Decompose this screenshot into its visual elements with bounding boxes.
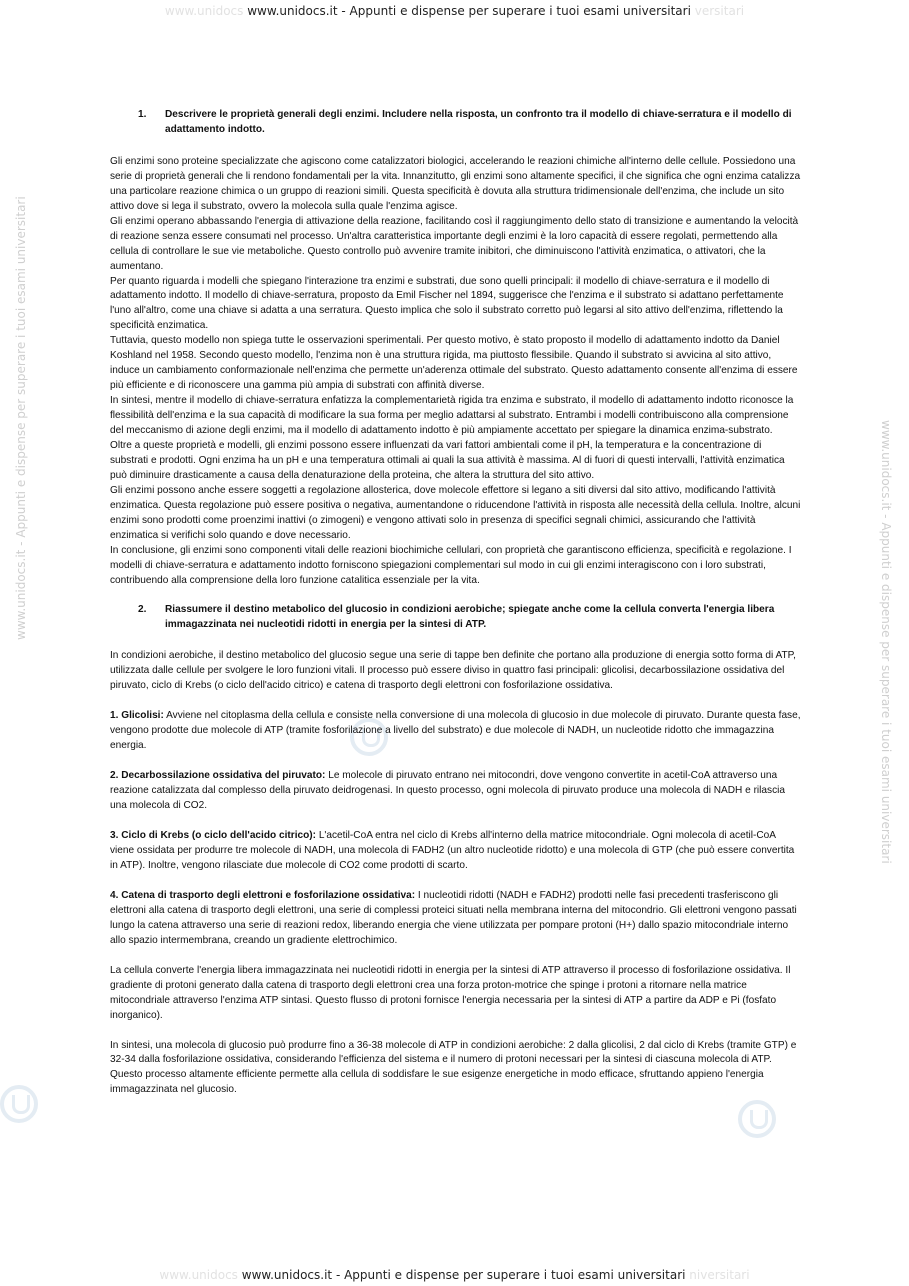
question-1 [110,108,802,138]
question-text: Riassumere il destino metabolico del glucosio in condizioni aerobiche; spiegate anche come la cellula converta l'energia libera immagazzinata nei nucleotidi ridotti in energia per la sintesi di ATP. [165,603,775,630]
section-text: Avviene nel citoplasma della cellula e consiste nella conversione di una molecola di glucosio in due molecole di piruvato. Durante questa fase, vengono prodotte due molecole di ATP (tramite fosforilazione a livello del substrato) e due molecole di NADH, un nucleotide ridotto che immagazzina energia. [110,710,801,752]
answer-paragraph: In sintesi, una molecola di glucosio può produrre fino a 36-38 molecole di ATP in condizioni aerobiche: 2 dalla glicolisi, 2 dal ciclo di Krebs (tramite GTP) e 32-34 dalla fosforilazione ossidativa, considerando l'efficienza del sistema e il numero di protoni necessari per la sintesi di ciascuna molecola di ATP. Questo processo altamente efficiente permette alla cellula di soddisfare le sue esigenze energetiche in modo efficace, sfruttando appieno l'energia immagazzinata nel glucosio. [110,1039,797,1096]
section-title: 4. Catena di trasporto degli elettroni e fosforilazione ossidativa: [110,889,416,901]
section-decarbossilazione [110,769,802,814]
answer-paragraph: La cellula converte l'energia libera immagazzinata nei nucleotidi ridotti in energia per la sintesi di ATP attraverso il processo di fosforilazione ossidativa. Il gradiente di protoni generato dalla catena di trasporto degli elettroni crea una forza proton-motrice che spinge i protoni a ritornare nella matrice mitocondriale attraverso l'enzima ATP sintasi. Questo flusso di protoni fornisce l'energia necessaria per la sintesi di ATP a partire da ADP e Pi (fosfato inorganico). [110,964,791,1021]
header-ghost-left: www.unidocs [164,4,244,18]
right-side-watermark: www.unidocs.it - Appunti e dispense per superare i tuoi esami universitari [879,420,893,864]
answer-paragraph: Oltre a queste proprietà e modelli, gli enzimi possono essere influenzati da vari fattori ambientali come il pH, la temperatura e la concentrazione di substrati e prodotti. Ogni enzima ha un pH e una temperatura ottimali ai quali la sua attività è massima. Al di fuori di questi intervalli, l'attività enzimatica può diminuire drasticamente a causa della denaturazione della proteina, che altera la struttura del sito attivo. [110,440,785,481]
section-catena-trasporto [110,889,802,949]
section-title: 3. Ciclo di Krebs (o ciclo dell'acido citrico): [110,830,317,842]
section-ciclo-krebs [110,829,802,874]
section-title: 1. Glicolisi: [110,710,164,722]
watermark-logo-icon [0,1085,38,1123]
header-watermark-text[interactable]: www.unidocs.it - Appunti e dispense per superare i tuoi esami universitari [247,4,691,18]
question-number: 2. [138,603,147,615]
answer-paragraph: Tuttavia, questo modello non spiega tutte le osservazioni sperimentali. Per questo motivo, è stato proposto il modello di adattamento indotto da Daniel Koshland nel 1958. Secondo questo modello, l'enzima non è una struttura rigida, ma piuttosto flessibile. Quando il substrato si avvicina al sito attivo, induce un cambiamento conformazionale nell'enzima che permette un'aderenza ottimale del substrato. Questo adattamento consente all'enzima di essere più efficiente e di riconoscere una gamma più ampia di substrati con affinità diverse. [110,335,798,392]
question-number: 1. [138,109,147,120]
footer-ghost-left: www.unidocs [159,1268,238,1282]
watermark-logo-icon [738,1100,776,1138]
section-glicolisi [110,709,802,754]
footer-watermark-text[interactable]: www.unidocs.it - Appunti e dispense per superare i tuoi esami universitari [241,1268,686,1282]
answer-paragraph: In conclusione, gli enzimi sono componenti vitali delle reazioni biochimiche cellulari, con proprietà che garantiscono efficienza, specificità e regolazione. I modelli di chiave-serratura e adattamento indotto forniscono spiegazioni complementari sul modo in cui gli enzimi interagiscono con i loro substrati, contribuendo alla comprensione della loro funzione catalitica essenziale per la vita. [110,544,792,586]
answer-paragraph: Gli enzimi operano abbassando l'energia di attivazione della reazione, facilitando così il raggiungimento dello stato di transizione e aumentando la velocità di reazione senza essere consumati nel processo. Un'altra caratteristica importante degli enzimi è la loro capacità di essere regolati, permettendo alla cellula di controllare le sue vie metaboliche. Questo controllo può avvenire tramite inibitori, che diminuiscono l'attività enzimatica, o attivatori, che la aumentano. [110,215,799,272]
question-text: Descrivere le proprietà generali degli enzimi. Includere nella risposta, un confronto tra il modello di chiave-serratura e il modello di adattamento indotto. [165,109,792,135]
answer-intro: In condizioni aerobiche, il destino metabolico del glucosio segue una serie di tappe ben definite che portano alla produzione di energia sotto forma di ATP, utilizzata dalle cellule per svolgere le loro funzioni vitali. Il processo può essere diviso in quattro fasi principali: glicolisi, decarbossilazione ossidativa del piruvato, ciclo di Krebs (o ciclo dell'acido citrico) e catena di trasporto degli elettroni con fosforilazione ossidativa. [110,650,796,692]
section-title: 2. Decarbossilazione ossidativa del piruvato: [110,770,326,782]
header-ghost-right: versitari [694,4,745,18]
page-footer [0,1268,909,1282]
left-side-watermark: www.unidocs.it - Appunti e dispense per superare i tuoi esami universitari [14,196,28,640]
answer-paragraph: Gli enzimi sono proteine specializzate che agiscono come catalizzatori biologici, accelerando le reazioni chimiche all'interno delle cellule. Possiedono una serie di proprietà generali che li rendono fondamentali per la vita. Innanzitutto, gli enzimi sono altamente specifici, il che significa che ogni enzima catalizza una particolare reazione chimica o un gruppo di reazioni simili. Questa specificità è dovuta alla struttura tridimensionale dell'enzima, che include un sito attivo dove si lega il substrato, ovvero la molecola sulla quale l'enzima agisce. [110,155,801,212]
footer-ghost-right: niversitari [689,1268,750,1282]
section-text: L'acetil-CoA entra nel ciclo di Krebs all'interno della matrice mitocondriale. Ogni molecola di acetil-CoA viene ossidata per produrre tre molecole di NADH, una molecola di FADH2 (un altro nucleotide ridotto) e una molecola di GTP (che può essere convertita in ATP). Inoltre, vengono rilasciate due molecole di CO2 come prodotti di scarto. [110,830,795,871]
answer-paragraph: In sintesi, mentre il modello di chiave-serratura enfatizza la complementarietà rigida tra enzima e substrato, il modello di adattamento indotto riconosce la flessibilità dell'enzima e la sua capacità di modificare la sua forma per meglio adattarsi al substrato. Entrambi i modelli contribuiscono alla comprensione del meccanismo di azione degli enzimi, ma il modello di adattamento indotto è più ampiamente accettato per spiegare la dinamica enzima-substrato. [110,395,794,437]
section-text: Le molecole di piruvato entrano nei mitocondri, dove vengono convertite in acetil-CoA attraverso una reazione catalizzata dal complesso della piruvato deidrogenasi. In questo processo, ogni molecola di piruvato produce una molecola di NADH e rilascia una molecola di CO2. [110,770,785,812]
answer-paragraph: Gli enzimi possono anche essere soggetti a regolazione allosterica, dove molecole effettore si legano a siti diversi dal sito attivo, modificando l'attività enzimatica. Questa regolazione può essere positiva o negativa, aumentandone o riducendone l'attività in risposta alle necessità della cellula. Inoltre, alcuni enzimi sono prodotti come proenzimi inattivi (o zimogeni) e vengono attivati solo in presenza di specifici segnali chimici, assicurando che l'attività enzimatica si verifichi solo quando e dove necessario. [110,484,801,541]
answer-paragraph: Per quanto riguarda i modelli che spiegano l'interazione tra enzimi e substrati, due sono quelli principali: il modello di chiave-serratura e il modello di adattamento indotto. Il modello di chiave-serratura, proposto da Emil Fischer nel 1894, suggerisce che l'enzima e il substrato si adattano perfettamente l'uno all'altro, come una chiave si adatta a una serratura. Questo implica che solo il substrato corretto può legarsi al sito attivo dell'enzima, riflettendo la specificità enzimatica. [110,275,784,332]
question-2 [110,603,802,633]
page-header [0,4,909,18]
document-body [110,108,802,1098]
section-text: I nucleotidi ridotti (NADH e FADH2) prodotti nelle fasi precedenti trasferiscono gli elettroni alla catena di trasporto degli elettroni, una serie di complessi proteici situati nella membrana interna del mitocondrio. Gli elettroni vengono passati lungo la catena attraverso una serie di reazioni redox, liberando energia che viene utilizzata per pompare protoni (H+) dallo spazio mitocondriale interno allo spazio intermembrana, creando un gradiente elettrochimico. [110,889,797,946]
